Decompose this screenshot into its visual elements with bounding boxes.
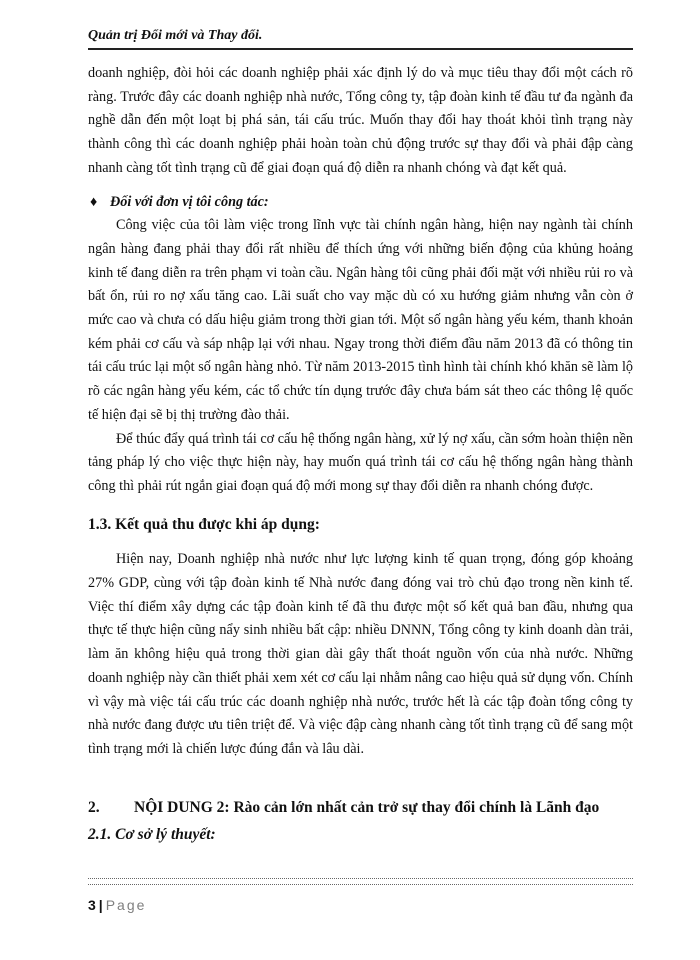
page-content [88,62,633,847]
header-rule [88,48,633,50]
page-number: 3 [88,897,96,913]
paragraph-2: Công việc của tôi làm việc trong lĩnh vực tài chính ngân hàng, hiện nay ngành tài chính ngân hàng đang phải thay đổi rất nhiều để thích ứng với những biến động của khủng hoảng kinh tế đang diễn ra trên phạm vi toàn cầu. Ngân hàng tôi cũng phải đối mặt với nhiều rủi ro và bất ổn, rủi ro nợ xấu tăng cao. Lãi suất cho vay mặc dù có xu hướng giảm nhưng vẫn còn ở mức cao và chưa có dấu hiệu giảm trong thời gian tới. Một số ngân hàng yếu kém, thanh khoản kém phải cơ cấu và sáp nhập lại với nhau. Ngay trong thời điểm đầu năm 2013 đã có thông tin tái cấu trúc lại một số ngân hàng nhỏ. Từ năm 2013-2015 tình hình tài chính khó khăn sẽ làm lộ rõ các ngân hàng yếu kém, các tổ chức tín dụng trước đây chưa bám sát theo các thông lệ quốc tế hiện đại sẽ bị thị trường đào thải. [88,217,633,423]
paragraph-3: Để thúc đẩy quá trình tái cơ cấu hệ thống ngân hàng, xử lý nợ xấu, cần sớm hoàn thiện nền tảng pháp lý cho việc thực hiện này, hay muốn quá trình tái cơ cấu hệ thống ngân hàng thành công thì phải rút ngắn giai đoạn quá độ mới mong sự thay đổi diễn ra nhanh chóng được. [88,430,633,494]
running-header: Quản trị Đổi mới và Thay đổi. [88,28,263,43]
paragraph-4: Hiện nay, Doanh nghiệp nhà nước như lực lượng kinh tế quan trọng, đóng góp khoảng 27% GDP, cùng với tập đoàn kinh tế Nhà nước đang đóng vai trò chủ đạo trong nền kinh tế. Việc thí điểm xây dựng các tập đoàn kinh tế đã thu được một số kết quả ban đầu, nhưng qua thực tế thực hiện cũng nẩy sinh nhiều bất cập: nhiều DNNN, Tổng công ty kinh doanh dàn trải, làm ăn không hiệu quả trong thời gian dài gây thất thoát nguồn vốn của nhà nước. Những doanh nghiệp này cần thiết phải xem xét cơ cấu lại nhằm nâng cao hiệu quả sử dụng vốn. Chính vì vậy mà việc tái cấu trúc các doanh nghiệp nhà nước, trước hết là các tập đoàn tổng công ty nhà nước đang được ưu tiên triệt để. Và việc đập càng nhanh càng tốt tình trạng cũ để sang một tình trạng mới là chiến lược đúng đắn và lâu dài. [88,551,633,757]
section-1-3-heading: 1.3. Kết quả thu được khi áp dụng: [88,515,320,533]
section-2-number: 2. [88,798,100,816]
footer-rule-top [88,878,633,879]
paragraph-1: doanh nghiệp, đòi hỏi các doanh nghiệp phải xác định lý do và mục tiêu thay đổi một cách rõ ràng. Trước đây các doanh nghiệp nhà nước, Tổng công ty, tập đoàn kinh tế đầu tư đa ngành đa nghề dẫn đến một loạt bị phá sản, tái cấu trúc. Muốn thay đổi hay thoát khỏi tình trạng này thành công thì các doanh nghiệp phải hoàn toàn chủ động trước sự thay đổi và phải đập càng nhanh càng tốt tình trạng cũ để giai đoạn quá độ diễn ra nhanh chóng và đạt kết quả. [88,65,633,176]
footer-rule-bottom [88,884,633,885]
page-footer [88,897,146,913]
bullet-heading [88,191,633,215]
bullet-heading-text: Đối với đơn vị tôi công tác: [110,193,269,210]
section-2-title: NỘI DUNG 2: Rào cản lớn nhất cản trở sự thay đổi chính là Lãnh đạo [134,798,600,816]
section-2-heading [88,796,633,820]
bullet-icon: ♦ [90,193,98,210]
footer-separator: | [98,897,103,913]
section-2-1-heading: 2.1. Cơ sở lý thuyết: [88,826,216,844]
page-label: Page [105,897,147,913]
